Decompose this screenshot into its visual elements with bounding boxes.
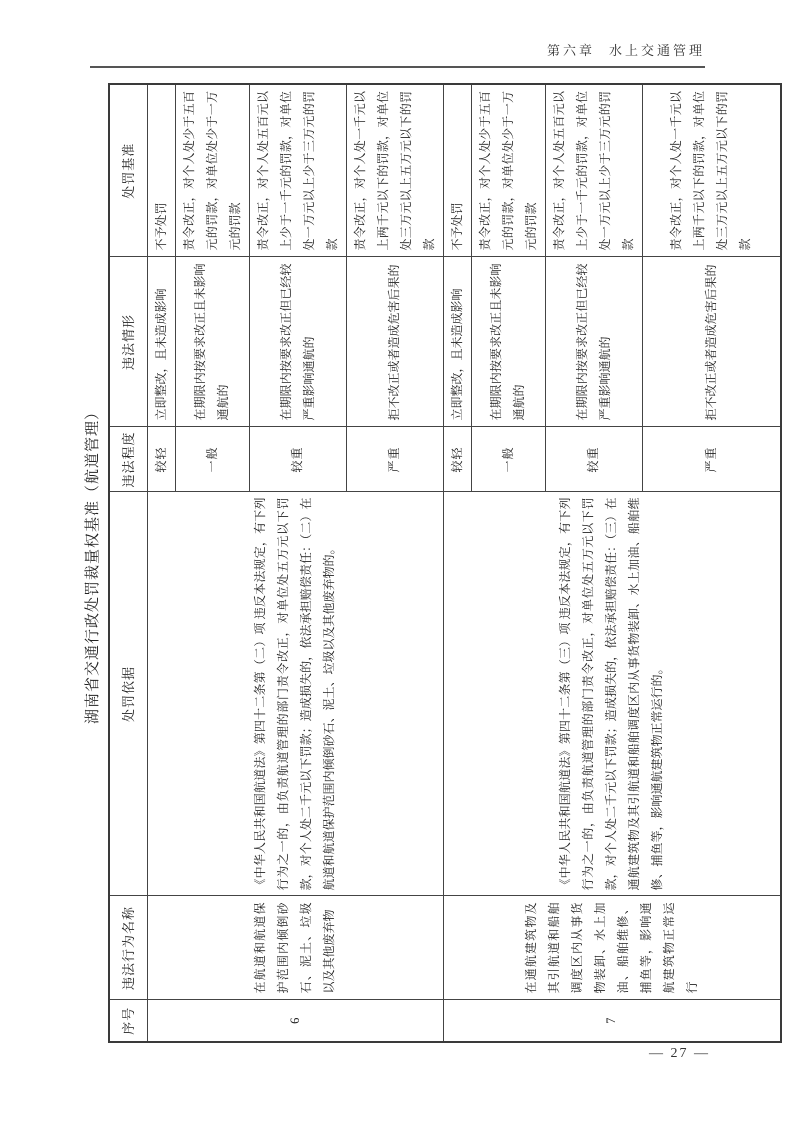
rotated-table-block [84,85,753,1043]
row6-situation-2: 在期限内按要求改正且未影响通航的 [175,257,249,427]
row7-violation-name: 在通航建筑物及其引航道和船舶调度区内从事货物装卸、水上加油、船舶维修、捕鱼等，影响通航建筑物正常运行 [443,896,781,1000]
table-title: 湖南省交通行政处罚裁量权基准（航道管理） [85,404,101,725]
table-row [443,84,471,1042]
col-header-standard: 处罚基准 [109,84,147,257]
row7-standard-3: 责令改正，对个人处五百元以上少于一千元的罚款，对单位处一万元以上少于三万元的罚款 [545,84,642,257]
row7-standard-2: 责令改正，对个人处少于五百元的罚款，对单位处少于一万元的罚款 [471,84,545,257]
table-row [147,84,175,1042]
chapter-label: 第六章 [546,43,595,58]
table-header-row [109,84,147,1042]
section-label: 水上交通管理 [608,43,705,58]
row6-standard-4: 责令改正，对个人处一千元以上两千元以下的罚款，对单位处三万元以上五万元以下的罚款 [346,84,443,257]
row6-index: 6 [147,1000,443,1042]
row7-degree-1: 较轻 [443,427,471,492]
row6-situation-4: 拒不改正或者造成危害后果的 [346,257,443,427]
row7-index: 7 [443,1000,781,1042]
col-header-degree: 违法程度 [109,427,147,492]
row6-degree-2: 一般 [175,427,249,492]
row7-situation-3: 在期限内按要求改正但已经较严重影响通航的 [545,257,642,427]
col-header-basis: 处罚依据 [109,492,147,896]
header-rule [90,66,705,68]
row7-degree-2: 一般 [471,427,545,492]
col-header-index: 序号 [109,1000,147,1042]
row6-violation-name: 在航道和航道保护范围内倾倒砂石、泥土、垃圾以及其他废弃物 [147,896,443,1000]
row6-penalty-basis: 《中华人民共和国航道法》第四十二条第（二）项 违反本法规定，有下列行为之一的，由负责航道管理的部门责令改正，对单位处五万元以下罚款，对个人处二千元以下罚款；造成损失的，依法承担赔偿责任：（二）在航道和航道保护范围内倾倒砂石、泥土、垃圾以及其他废弃物的。 [147,492,443,896]
row6-situation-1: 立即整改，且未造成影响 [147,257,175,427]
penalty-standards-table [108,83,782,1043]
row6-standard-1: 不予处罚 [147,84,175,257]
row7-degree-4: 严重 [642,427,781,492]
page-number: — 27 — [649,1046,710,1061]
row7-situation-1: 立即整改，且未造成影响 [443,257,471,427]
col-header-situation: 违法情形 [109,257,147,427]
row6-degree-4: 严重 [346,427,443,492]
row7-situation-2: 在期限内按要求改正且未影响通航的 [471,257,545,427]
col-header-name: 违法行为名称 [109,896,147,1000]
running-header [90,40,705,59]
row7-degree-3: 较重 [545,427,642,492]
row6-standard-3: 责令改正，对个人处五百元以上少于一千元的罚款，对单位处一万元以上少于三万元的罚款 [249,84,346,257]
row6-degree-1: 较轻 [147,427,175,492]
row7-situation-4: 拒不改正或者造成危害后果的 [642,257,781,427]
row7-standard-1: 不予处罚 [443,84,471,257]
row6-standard-2: 责令改正，对个人处少于五百元的罚款，对单位处少于一万元的罚款 [175,84,249,257]
row6-situation-3: 在期限内按要求改正但已经较严重影响通航的 [249,257,346,427]
row6-degree-3: 较重 [249,427,346,492]
row7-penalty-basis: 《中华人民共和国航道法》第四十二条第（三）项 违反本法规定，有下列行为之一的，由负责航道管理的部门责令改正，对单位处五万元以下罚款，对个人处二千元以下罚款；造成损失的，依法承担赔偿责任：（三）在通航建筑物及其引航道和船舶调度区内从事货物装卸、水上加油、船舶维修、捕鱼等，影响通航建筑物正常运行的。 [443,492,781,896]
row7-standard-4: 责令改正，对个人处一千元以上两千元以下的罚款，对单位处三万元以上五万元以下的罚款 [642,84,781,257]
